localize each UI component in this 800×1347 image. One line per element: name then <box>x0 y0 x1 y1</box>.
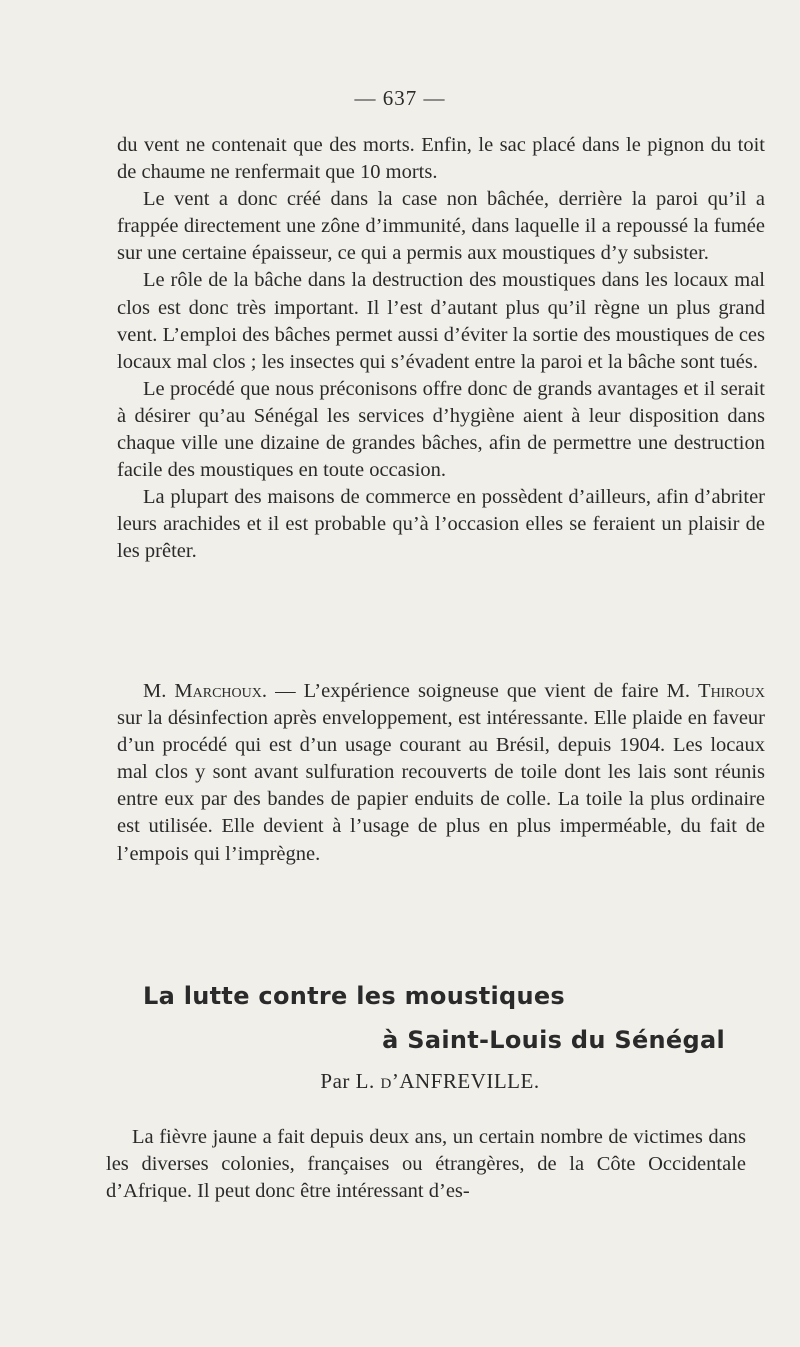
byline-prefix: Par L. <box>320 1069 381 1093</box>
article-byline <box>0 1069 800 1094</box>
byline-particle: d’ <box>380 1069 400 1093</box>
speaker-name: M. Marchoux. <box>143 680 268 702</box>
article-title-line-2: à Saint-Louis du Sénégal <box>382 1026 725 1054</box>
paragraph: Le procédé que nous préconisons offre donc de grands avantages et il serait à désirer qu’au Sénégal les services d’hygiène aient à leur disposition dans chaque ville une dizaine de grandes bâches, afin de permettre une destruction facile des moustiques en toute occasion. <box>117 377 765 482</box>
paragraph: La plupart des maisons de commerce en possèdent d’ailleurs, afin d’abriter leurs arachides et il est probable qu’à l’occasion elles se feraient un plaisir de les prêter. <box>117 486 765 563</box>
discussion-remark <box>117 678 765 868</box>
article-title-line-1: La lutte contre les moustiques <box>143 982 566 1010</box>
paragraph: du vent ne contenait que des morts. Enfin, le sac placé dans le pignon du toit de chaume ne renfermait que 10 morts. <box>117 134 765 184</box>
author-name: ANFREVILLE. <box>399 1069 540 1093</box>
paragraph: Le rôle de la bâche dans la destruction des moustiques dans les locaux mal clos est donc très important. Il l’est d’autant plus qu’il règne un plus grand vent. L’emploi des bâches permet aussi d’éviter la sortie des moustiques de ces locaux mal clos ; les insectes qui s’évadent entre la paroi et la bâche sont tués. <box>117 269 765 373</box>
dash: — <box>267 680 304 702</box>
discussion-paragraph <box>117 678 765 868</box>
cited-person-name: Thiroux <box>698 680 766 702</box>
remark-text: sur la désinfection après enveloppement, est intéressante. Elle plaide en faveur d’un procédé qui est d’un usage courant au Brésil, depuis 1904. Les locaux mal clos y sont avant sulfuration recouverts de toile dont les lais sont réunis entre eux par des bandes de papier enduits de colle. La toile la plus ordinaire est utilisée. Elle devient à l’usage de plus en plus imperméable, du fait de l’empois qui l’imprègne. <box>117 707 765 865</box>
paragraph: Le vent a donc créé dans la case non bâchée, derrière la paroi qu’il a frappée directement une zône d’immunité, dans laquelle il a repoussé la fumée sur une certaine épaisseur, ce qui a permis aux moustiques d’y subsister. <box>117 188 765 265</box>
article-body <box>106 1124 746 1205</box>
page-number: — 637 — <box>354 86 446 110</box>
continued-text-section <box>117 132 765 566</box>
paragraph: La fièvre jaune a fait depuis deux ans, un certain nombre de victimes dans les diverses colonies, françaises ou étrangères, de la Côte Occidentale d’Afrique. Il peut donc être intéressant d’es- <box>106 1126 746 1203</box>
remark-text: L’expérience soigneuse que vient de faire M. <box>303 680 699 702</box>
article-title <box>143 974 733 1062</box>
